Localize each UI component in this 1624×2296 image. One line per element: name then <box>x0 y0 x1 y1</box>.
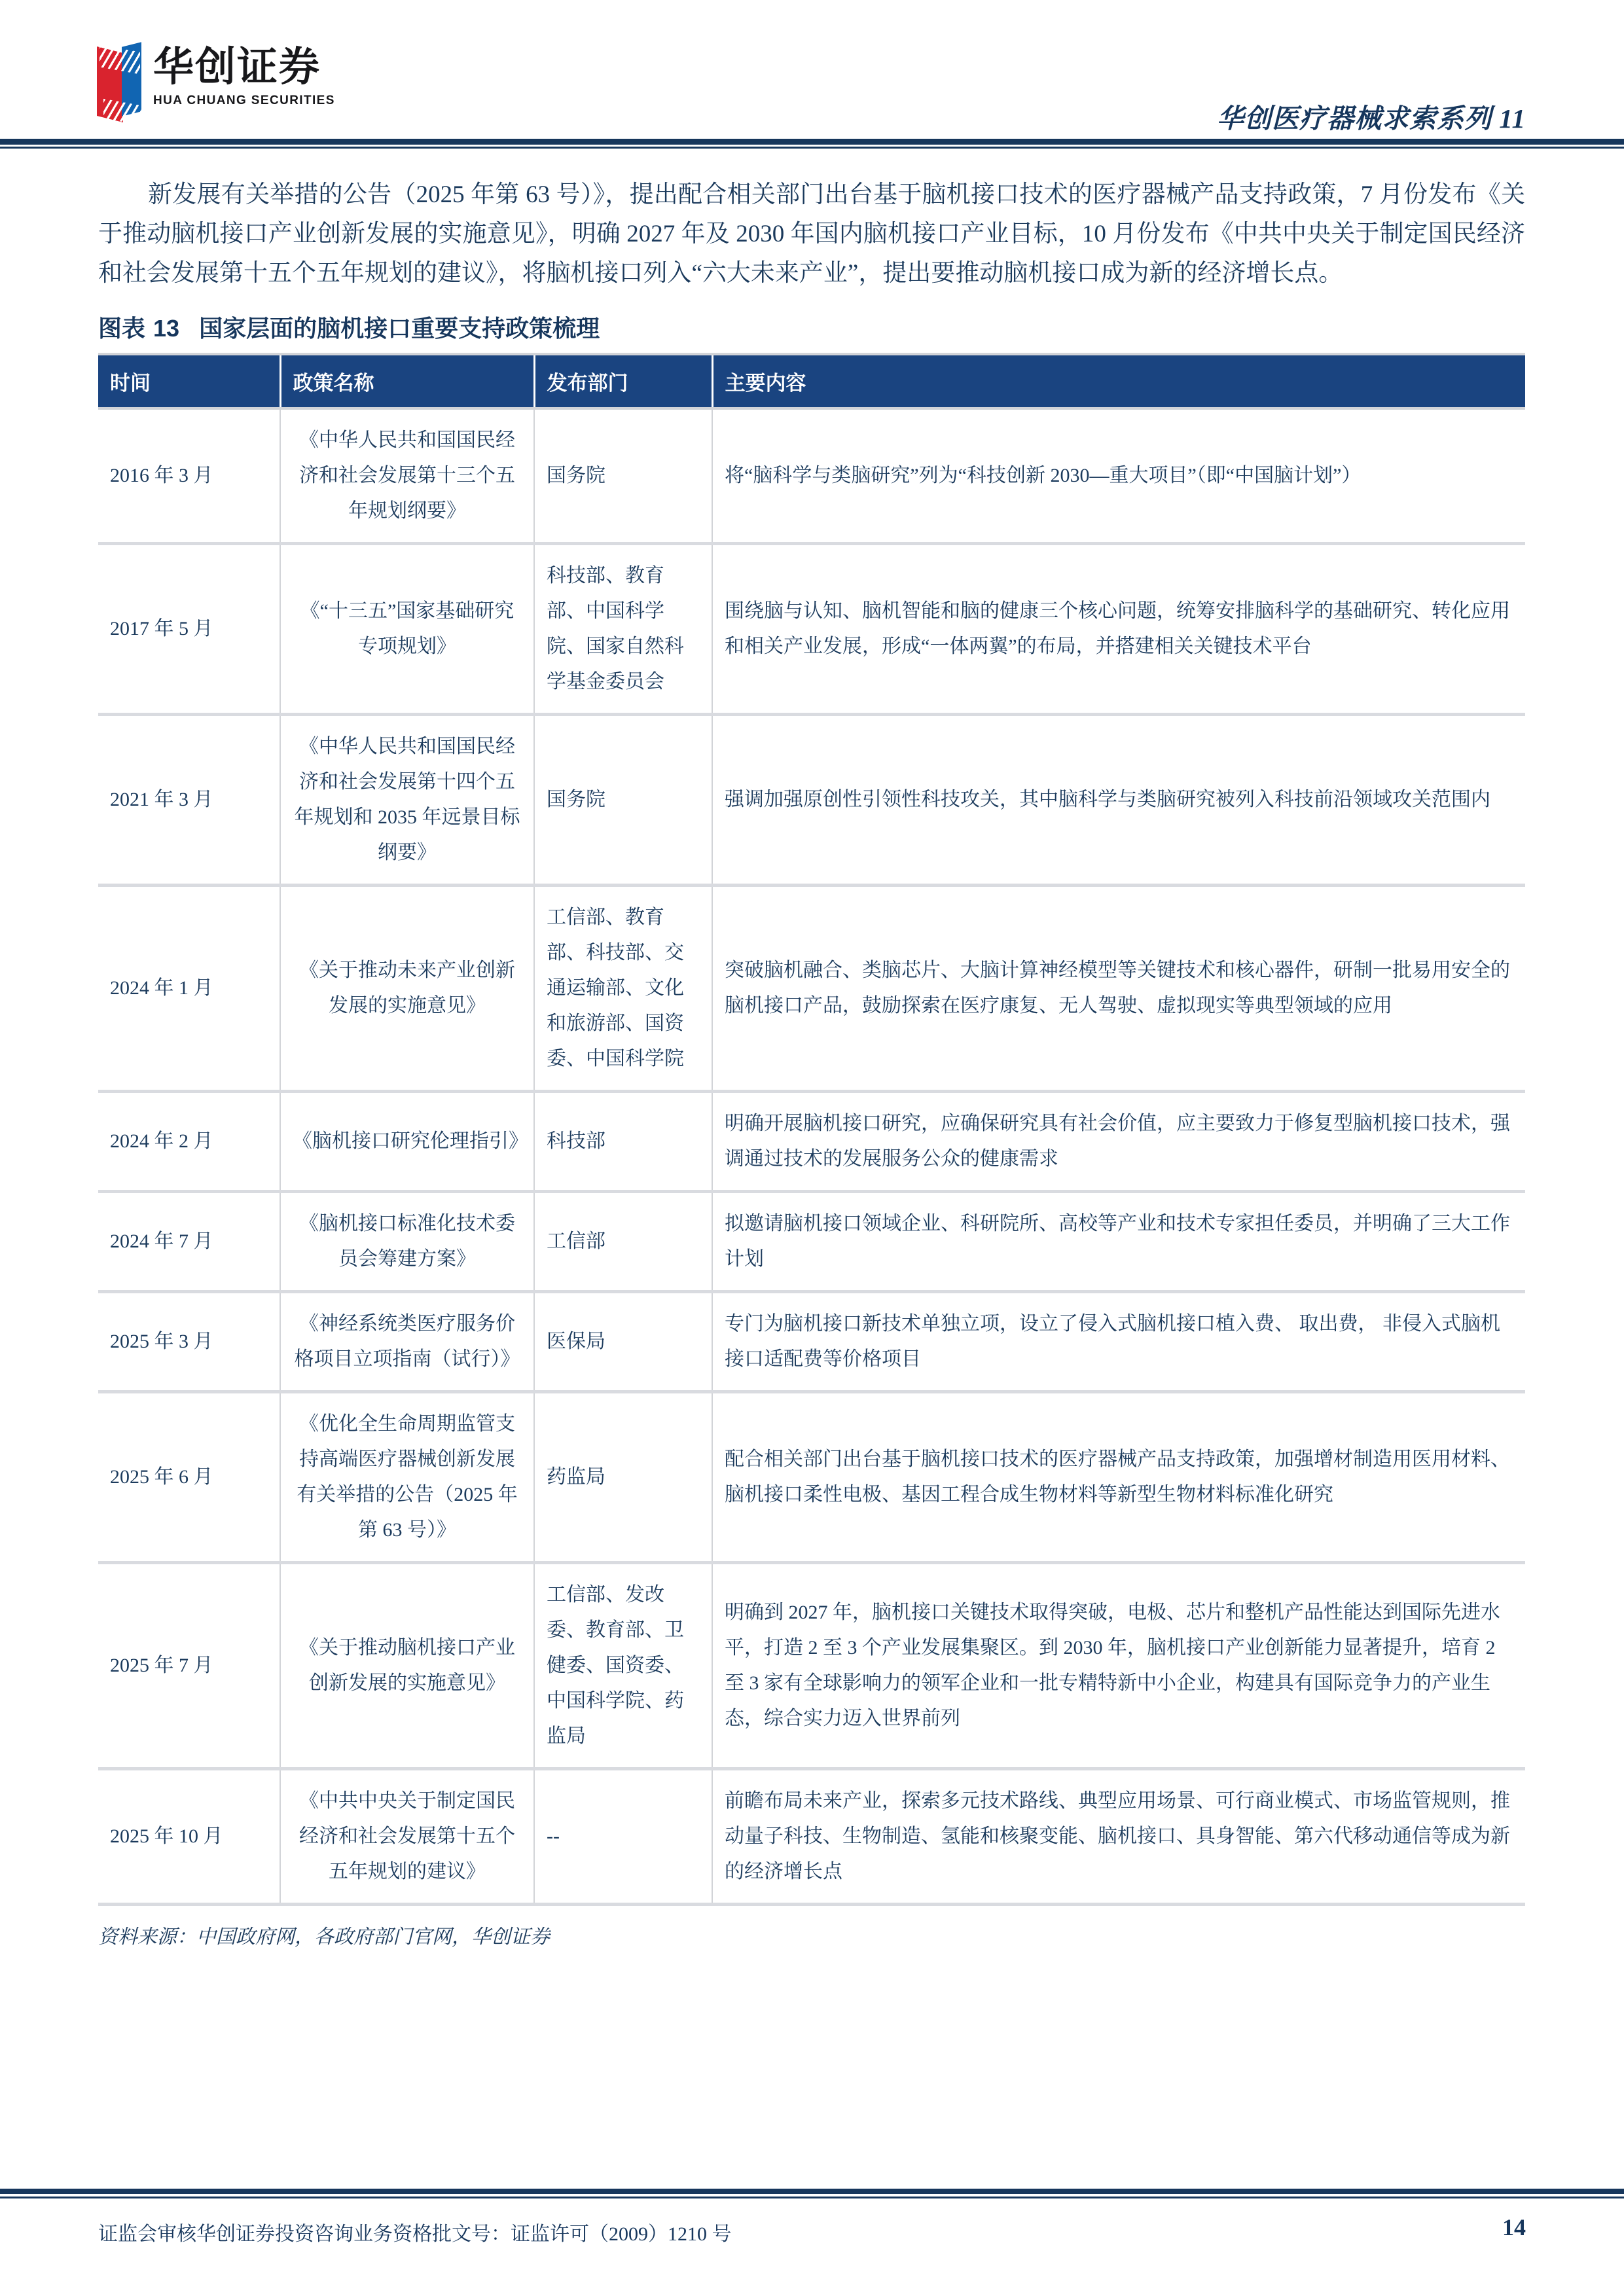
source-note: 资料来源：中国政府网，各政府部门官网，华创证券 <box>98 1926 550 1948</box>
table-cell-content: 明确开展脑机接口研究，应确保研究具有社会价值，应主要致力于修复型脑机接口技术，强调通过技术的发展服务公众的健康需求 <box>712 1091 1525 1191</box>
table-cell-time: 2025 年 7 月 <box>98 1562 280 1768</box>
table-header-row <box>98 354 1525 408</box>
table-cell-dept: 工信部 <box>534 1191 712 1291</box>
table-cell-policy: 《“十三五”国家基础研究专项规划》 <box>280 543 534 714</box>
exhibit-title-number: 13 <box>153 314 180 342</box>
table-cell-content: 将“脑科学与类脑研究”列为“科技创新 2030—重大项目”（即“中国脑计划”） <box>712 408 1525 544</box>
policy-table <box>98 353 1525 1906</box>
company-logo <box>97 45 335 124</box>
logo-text <box>153 45 335 108</box>
table-cell-dept: 科技部 <box>534 1091 712 1191</box>
table-cell-time: 2025 年 10 月 <box>98 1768 280 1904</box>
page-footer <box>0 2179 1624 2296</box>
table-row <box>98 408 1525 544</box>
table-cell-time: 2024 年 2 月 <box>98 1091 280 1191</box>
table-cell-policy: 《脑机接口研究伦理指引》 <box>280 1091 534 1191</box>
table-row <box>98 1562 1525 1768</box>
table-cell-time: 2021 年 3 月 <box>98 714 280 885</box>
column-header-dept: 发布部门 <box>534 354 712 408</box>
table-cell-content: 围绕脑与认知、脑机智能和脑的健康三个核心问题，统筹安排脑科学的基础研究、转化应用和相关产业发展，形成“一体两翼”的布局，并搭建相关关键技术平台 <box>712 543 1525 714</box>
table-row <box>98 543 1525 714</box>
table-cell-policy: 《中华人民共和国国民经济和社会发展第十四个五年规划和 2035 年远景目标纲要》 <box>280 714 534 885</box>
logo-red-block-icon <box>97 46 123 122</box>
page-number: 14 <box>1502 2214 1526 2240</box>
table-cell-policy: 《脑机接口标准化技术委员会筹建方案》 <box>280 1191 534 1291</box>
table-cell-dept: 药监局 <box>534 1391 712 1562</box>
table-cell-content: 明确到 2027 年，脑机接口关键技术取得突破，电极、芯片和整机产品性能达到国际先进水平，打造 2 至 3 个产业发展集聚区。到 2030 年，脑机接口产业创新能力显著提升，培育 2 至 3 家有全球影响力的领军企业和一批专精特新中小企业，构建具有国际竞争力的产业生态，综合实力迈入世界前列 <box>712 1562 1525 1768</box>
table-row <box>98 714 1525 885</box>
table-cell-dept: 国务院 <box>534 714 712 885</box>
table-cell-policy: 《中华人民共和国国民经济和社会发展第十三个五年规划纲要》 <box>280 408 534 544</box>
footer-rule-thin <box>0 2197 1624 2198</box>
column-header-policy: 政策名称 <box>280 354 534 408</box>
header-rule-thick <box>0 139 1624 145</box>
intro-paragraph: 新发展有关举措的公告（2025 年第 63 号）》，提出配合相关部门出台基于脑机接口技术的医疗器械产品支持政策，7 月份发布《关于推动脑机接口产业创新发展的实施意见》，明确 2027 年及 2030 年国内脑机接口产业目标，10 月份发布《中共中央关于制定国民经济和社会发展第十五个五年规划的建议》，将脑机接口列入“六大未来产业”，提出要推动脑机接口成为新的经济增长点。 <box>98 181 1525 287</box>
column-header-content: 主要内容 <box>712 354 1525 408</box>
table-cell-content: 突破脑机融合、类脑芯片、大脑计算神经模型等关键技术和核心器件，研制一批易用安全的脑机接口产品，鼓励探索在医疗康复、无人驾驶、虚拟现实等典型领域的应用 <box>712 885 1525 1091</box>
table-cell-time: 2024 年 7 月 <box>98 1191 280 1291</box>
page-content <box>98 175 1525 1949</box>
policy-table-body <box>98 408 1525 1905</box>
table-cell-policy: 《关于推动脑机接口产业创新发展的实施意见》 <box>280 1562 534 1768</box>
table-row <box>98 1768 1525 1904</box>
table-cell-policy: 《优化全生命周期监管支持高端医疗器械创新发展有关举措的公告（2025 年第 63 号）》 <box>280 1391 534 1562</box>
logo-mark-icon <box>97 45 141 124</box>
table-cell-policy: 《中共中央关于制定国民经济和社会发展第十五个五年规划的建议》 <box>280 1768 534 1904</box>
table-row <box>98 1291 1525 1391</box>
table-cell-dept: 医保局 <box>534 1291 712 1391</box>
table-cell-time: 2016 年 3 月 <box>98 408 280 544</box>
table-row <box>98 1191 1525 1291</box>
table-cell-policy: 《神经系统类医疗服务价格项目立项指南（试行）》 <box>280 1291 534 1391</box>
table-cell-content: 配合相关部门出台基于脑机接口技术的医疗器械产品支持政策，加强增材制造用医用材料、脑机接口柔性电极、基因工程合成生物材料等新型生物材料标准化研究 <box>712 1391 1525 1562</box>
table-cell-dept: 工信部、发改委、教育部、卫健委、国资委、中国科学院、药监局 <box>534 1562 712 1768</box>
table-cell-content: 前瞻布局未来产业，探索多元技术路线、典型应用场景、可行商业模式、市场监管规则，推动量子科技、生物制造、氢能和核聚变能、脑机接口、具身智能、第六代移动通信等成为新的经济增长点 <box>712 1768 1525 1904</box>
table-cell-content: 强调加强原创性引领性科技攻关，其中脑科学与类脑研究被列入科技前沿领域攻关范围内 <box>712 714 1525 885</box>
table-cell-time: 2025 年 3 月 <box>98 1291 280 1391</box>
table-cell-dept: 工信部、教育部、科技部、交通运输部、文化和旅游部、国资委、中国科学院 <box>534 885 712 1091</box>
table-row <box>98 885 1525 1091</box>
table-cell-dept: 国务院 <box>534 408 712 544</box>
footer-license-note: 证监会审核华创证券投资咨询业务资格批文号：证监许可（2009）1210 号 <box>98 2223 732 2245</box>
logo-chinese-name: 华创证券 <box>153 45 321 90</box>
table-cell-content: 专门为脑机接口新技术单独立项，设立了侵入式脑机接口植入费、 取出费， 非侵入式脑机接口适配费等价格项目 <box>712 1291 1525 1391</box>
logo-english-name: HUA CHUANG SECURITIES <box>153 94 335 108</box>
page-header <box>0 0 1624 148</box>
table-cell-time: 2025 年 6 月 <box>98 1391 280 1562</box>
table-cell-policy: 《关于推动未来产业创新发展的实施意见》 <box>280 885 534 1091</box>
table-cell-content: 拟邀请脑机接口领域企业、科研院所、高校等产业和技术专家担任委员，并明确了三大工作计划 <box>712 1191 1525 1291</box>
table-cell-time: 2017 年 5 月 <box>98 543 280 714</box>
exhibit-title <box>98 310 1525 344</box>
table-row <box>98 1391 1525 1562</box>
table-cell-time: 2024 年 1 月 <box>98 885 280 1091</box>
table-cell-dept: -- <box>534 1768 712 1904</box>
header-rule-thin <box>0 147 1624 149</box>
exhibit-title-label: 图表 <box>98 314 146 342</box>
column-header-time: 时间 <box>98 354 280 408</box>
table-row <box>98 1091 1525 1191</box>
report-series-title: 华创医疗器械求索系列 11 <box>1217 103 1526 134</box>
footer-rule-thick <box>0 2189 1624 2194</box>
logo-blue-block-icon <box>122 42 141 116</box>
policy-table-head <box>98 354 1525 408</box>
table-cell-dept: 科技部、教育部、中国科学院、国家自然科学基金委员会 <box>534 543 712 714</box>
exhibit-title-text: 国家层面的脑机接口重要支持政策梳理 <box>199 314 600 342</box>
